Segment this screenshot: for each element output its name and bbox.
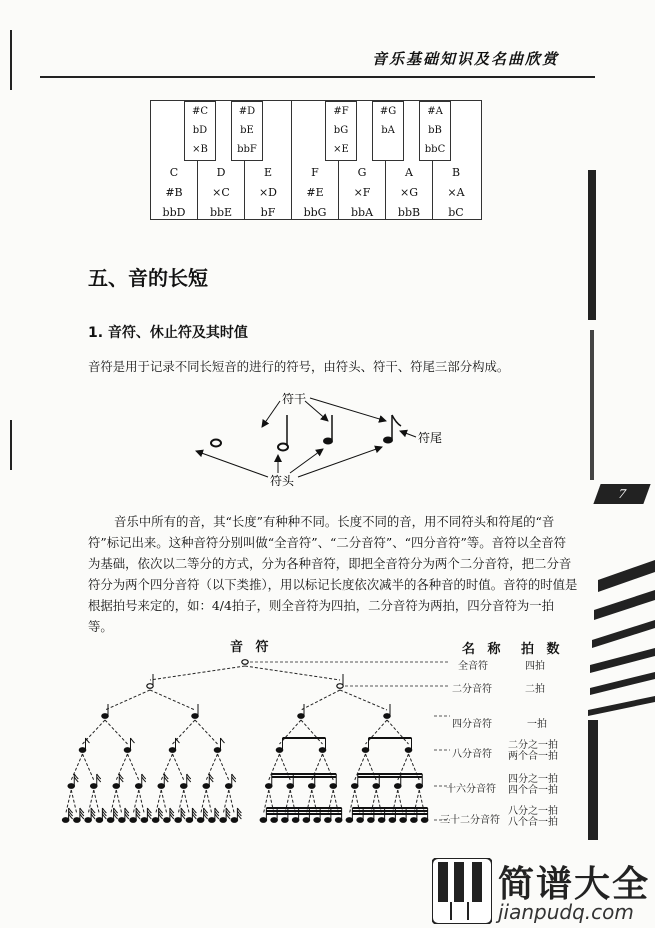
piano-keys-logo [432,858,492,924]
thirty-second-note [119,808,129,822]
eighth-note [124,738,134,752]
note-name: F [311,166,319,179]
sixteenth-note [226,774,236,788]
thirty-second-note [141,808,151,822]
sixteenth-note [136,774,146,788]
row-beats: 四拍 [525,661,545,672]
sixteenth-note [113,774,123,788]
thirty-second-note [175,808,185,822]
tree-connector [218,754,229,780]
tree-connector [161,790,167,814]
eighth-note [276,738,282,752]
thirty-second-note [107,808,117,822]
header-rule [40,76,595,78]
tree-connector [150,690,195,710]
note-name: bB [428,125,442,136]
thirty-second-note [152,808,162,822]
tree-connector [301,720,323,744]
row-name: 全音符 [458,661,488,672]
eighth-note [169,738,179,752]
table-header-beats: 拍 数 [521,642,564,657]
note-name: G [357,166,367,179]
tree-connector [245,666,340,680]
note-name: ×D [258,186,278,199]
row-beats: 八分之一拍 八个合一拍 [508,806,558,828]
thirty-second-note [85,808,95,822]
tree-connector [83,754,94,780]
paragraph: 音符是用于记录不同长短音的进行的符号，由符头、符干、符尾三部分构成。 [88,359,510,374]
eighth-note [319,738,325,752]
sixteenth-note [203,774,213,788]
edge-bar [588,170,596,320]
note-name: ×B [192,144,208,155]
thirty-second-note [260,808,266,822]
half-note [337,674,343,688]
tree-connector [116,790,122,814]
note-name: ×G [399,186,418,199]
note-name: ×A [447,186,465,199]
tree-connector [71,790,77,814]
note-name: bA [381,125,395,136]
thirty-second-note [130,808,140,822]
tree-connector [105,690,150,710]
tree-connector [161,754,172,780]
tree-connector [387,720,409,744]
tree-connector [301,690,340,710]
note-name: #B [165,186,183,199]
sixteenth-note [181,774,191,788]
eighth-note [383,415,401,444]
edge-bar [590,330,594,480]
eighth-note [79,738,89,752]
note-name: ×C [212,186,230,199]
row-name: 三十二分音符 [440,815,500,826]
half-note [147,674,153,688]
thirty-second-note [197,808,207,822]
note-name: A [405,166,413,179]
note-name: ×E [333,144,349,155]
note-name: bE [240,125,254,136]
note-name: bbC [424,144,446,155]
table-header-name: 名 称 [462,642,505,657]
thirty-second-note [96,808,106,822]
subsection-title: 1. 音符、休止符及其时值 [88,325,248,341]
thirty-second-note [209,808,219,822]
table-header-note: 音 符 [230,640,273,655]
note-name: #E [306,186,324,199]
quarter-note [192,704,198,718]
note-name: bbE [209,206,233,219]
tree-connector [139,790,145,814]
thirty-second-note [74,808,84,822]
book-title: 音乐基础知识及名曲欣赏 [372,50,560,68]
row-name: 八分音符 [452,749,492,760]
tree-connector [116,754,127,780]
note-name: D [216,166,226,179]
tree-connector [229,790,235,814]
quarter-note [384,704,390,718]
tree-connector [195,720,218,744]
note-name: bbA [350,206,374,219]
note-name: ×F [353,186,371,199]
note-name: bbB [397,206,421,219]
note-name: E [263,166,273,179]
tree-connector [173,754,184,780]
black-key [184,101,216,161]
sixteenth-note [158,774,168,788]
black-key [325,101,357,161]
piano-keyboard [150,100,482,220]
note-name: #C [191,106,209,117]
logo-url: jianpudq.com [498,900,634,924]
thirty-second-note [186,808,196,822]
margin-bar [10,30,12,90]
note-name: bbG [303,206,327,219]
tree-connector [71,754,82,780]
black-key [372,101,404,161]
note-name: #F [333,106,349,117]
sixteenth-note [352,774,358,788]
quarter-note [102,704,108,718]
tree-connector [150,666,245,680]
row-beats: 四分之一拍 四个合一拍 [508,774,558,796]
quarter-note [323,415,333,445]
tree-connector [206,790,212,814]
thirty-second-note [164,808,174,822]
note-name: bG [333,125,349,136]
note-name: bF [260,206,276,219]
sixteenth-note [91,774,101,788]
row-name: 二分音符 [452,684,492,695]
flag-label: 符尾 [418,431,443,445]
thirty-second-note [62,808,72,822]
tree-connector [340,690,387,710]
sixteenth-note [68,774,78,788]
note-name: bC [448,206,464,219]
tree-connector [128,754,139,780]
note-name: B [451,166,461,179]
quarter-note [298,704,304,718]
note-name: bbD [162,206,186,219]
tree-connector [105,720,128,744]
margin-bar [10,420,12,470]
whole-note [211,440,221,447]
eighth-note [362,738,368,752]
section-title: 五、音的长短 [88,266,208,290]
row-beats: 二分之一拍 两个合一拍 [508,740,558,762]
row-name: 十六分音符 [446,784,496,795]
eighth-note [405,738,411,752]
note-name: bD [192,125,208,136]
thirty-second-note [231,808,241,822]
eighth-note [214,738,224,752]
black-key [231,101,263,161]
note-name: #G [379,106,397,117]
decorative-stripes [588,560,655,840]
whole-note [242,660,248,665]
page-number: 7 [593,484,650,504]
head-label: 符头 [270,474,295,488]
note-value-tree [40,650,450,840]
tree-connector [206,754,217,780]
paragraph: 音乐中所有的音，其“长度”有种种不同。长度不同的音，用不同符头和符尾的“音符”标记出来。这种音符分别叫做“全音符”、“二分音符”、“四分音符”等。音符以全音符为基础，依次以二等分的方式，分为各种音符，即把全音符分为两个二分音符，把二分音符分为两个四分音符（以下类推），用以标记长度依次减半的各种音的时值。音符的时值是根据拍号来定的，如：4/4拍子，则全音符为四拍，二分音符为两拍，四分音符为一拍等。 [88,514,578,634]
row-name: 四分音符 [452,719,492,730]
note-anatomy-diagram [170,385,460,495]
half-note [278,415,288,451]
row-beats: 一拍 [527,719,547,730]
logo-text: 简谱大全 [498,864,651,905]
note-name: bbF [237,144,257,155]
row-beats: 二拍 [525,684,545,695]
sixteenth-note [266,774,272,788]
black-key [419,101,451,161]
note-name: #A [427,106,443,117]
tree-connector [94,790,100,814]
note-name: #D [238,106,256,117]
note-name: C [169,166,179,179]
stem-label: 符干 [282,392,307,406]
tree-connector [184,790,190,814]
thirty-second-note [346,808,352,822]
thirty-second-note [220,808,230,822]
